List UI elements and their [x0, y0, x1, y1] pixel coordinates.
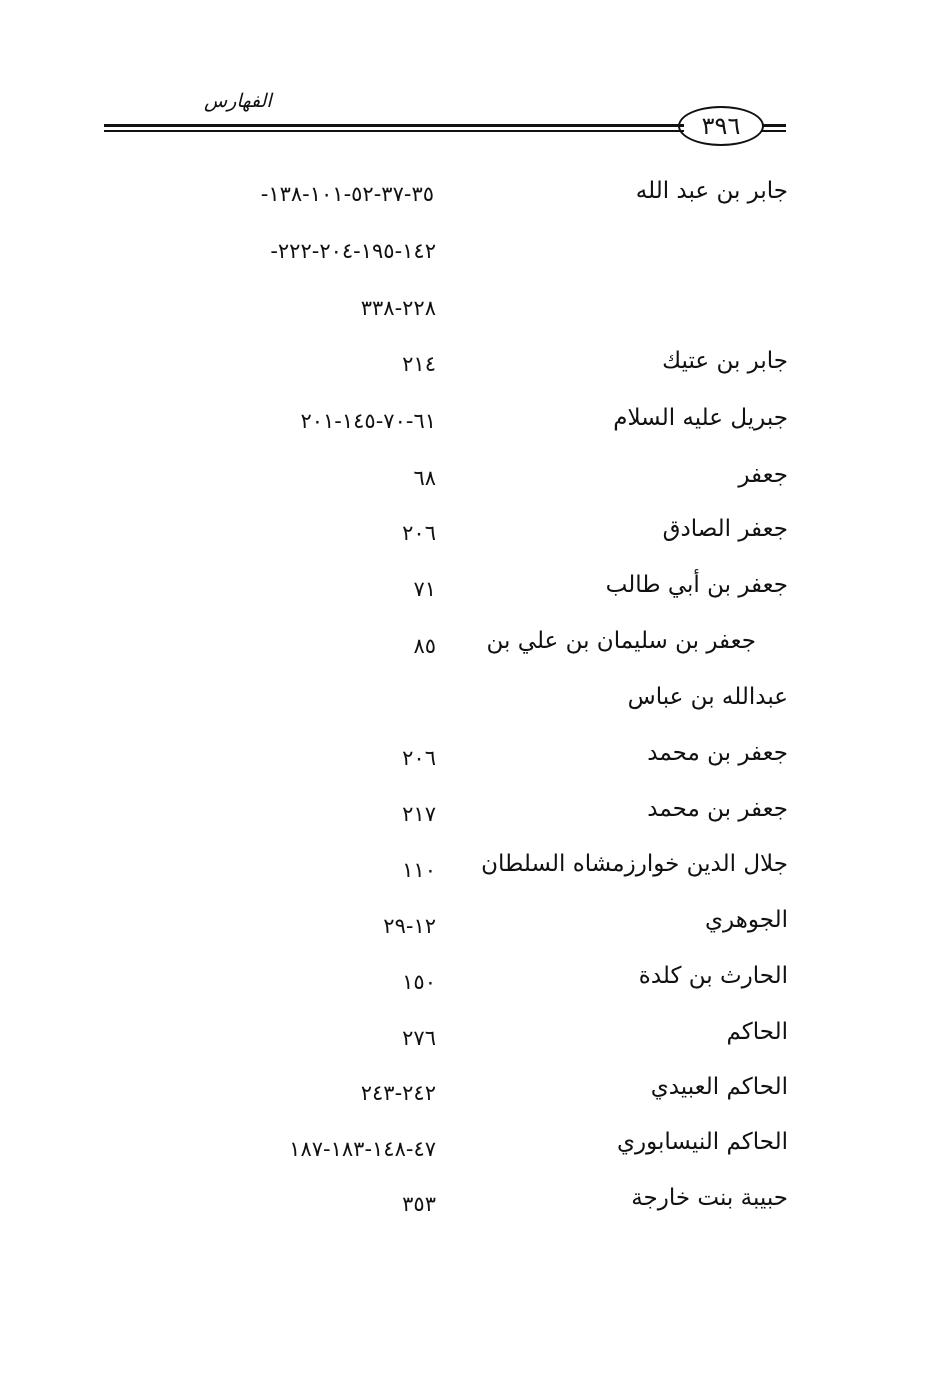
entry-name: جعفر الصادق: [662, 516, 788, 542]
entry-pages: ٢١٧: [402, 802, 436, 826]
header-rule-thin: [104, 130, 684, 132]
header-rule-thick: [104, 124, 684, 127]
entry-pages: ٣٥-٣٧-٥٢-١٠١-١٣٨-: [260, 182, 434, 206]
running-title: الفهارس: [204, 90, 272, 112]
entry-pages: ٤٧-١٤٨-١٨٣-١٨٧: [289, 1137, 436, 1161]
header-rule-stub: [762, 124, 786, 127]
entry-name: الجوهري: [705, 907, 788, 933]
entry-name: جعفر بن أبي طالب: [605, 572, 788, 598]
entry-pages: ٢٠٦: [402, 746, 436, 770]
entry-name: جعفر بن محمد: [647, 740, 788, 766]
page-number: [678, 106, 764, 146]
entry-pages: ١٤٢-١٩٥-٢٠٤-٢٢٢-: [270, 239, 436, 263]
entry-pages: ١١٠: [402, 858, 436, 882]
entry-pages: ٢٢٨-٣٣٨: [360, 296, 436, 320]
entry-pages: ٢٧٦: [402, 1026, 436, 1050]
entry-name: جعفر: [738, 462, 788, 488]
entry-pages: ٣٥٣: [402, 1192, 436, 1216]
entry-pages: ٢٠٦: [402, 521, 436, 545]
entry-pages: ٨٥: [413, 634, 436, 658]
entry-name: جابر بن عتيك: [662, 348, 788, 374]
page-header: [104, 88, 788, 148]
entry-name: حبيبة بنت خارجة: [631, 1185, 788, 1211]
entry-name: جلال الدين خوارزمشاه السلطان: [481, 851, 788, 877]
entry-pages: ٢١٤: [402, 352, 436, 376]
entry-pages: ٦١-٧٠-١٤٥-٢٠١: [300, 409, 436, 433]
entry-pages: ٢٤٢-٢٤٣: [360, 1081, 436, 1105]
header-rule-stub: [762, 130, 786, 132]
entry-name: عبدالله بن عباس: [627, 684, 788, 710]
entry-name: جابر بن عبد الله: [635, 178, 788, 204]
entry-pages: ٧١: [413, 577, 436, 601]
page-number-text: ٣٩٦: [701, 112, 741, 140]
entry-name: الحاكم: [726, 1019, 788, 1045]
entry-pages: ١٥٠: [402, 970, 436, 994]
entry-pages: ٦٨: [413, 466, 436, 490]
entry-name: الحاكم العبيدي: [650, 1074, 788, 1100]
entry-name: جعفر بن سليمان بن علي بن: [486, 628, 756, 654]
entry-name: الحاكم النيسابوري: [616, 1129, 788, 1155]
entry-name: جعفر بن محمد: [647, 796, 788, 822]
entry-name: الحارث بن كلدة: [638, 963, 788, 989]
entry-name: جبريل عليه السلام: [613, 405, 788, 431]
entry-pages: ١٢-٢٩: [383, 914, 436, 938]
